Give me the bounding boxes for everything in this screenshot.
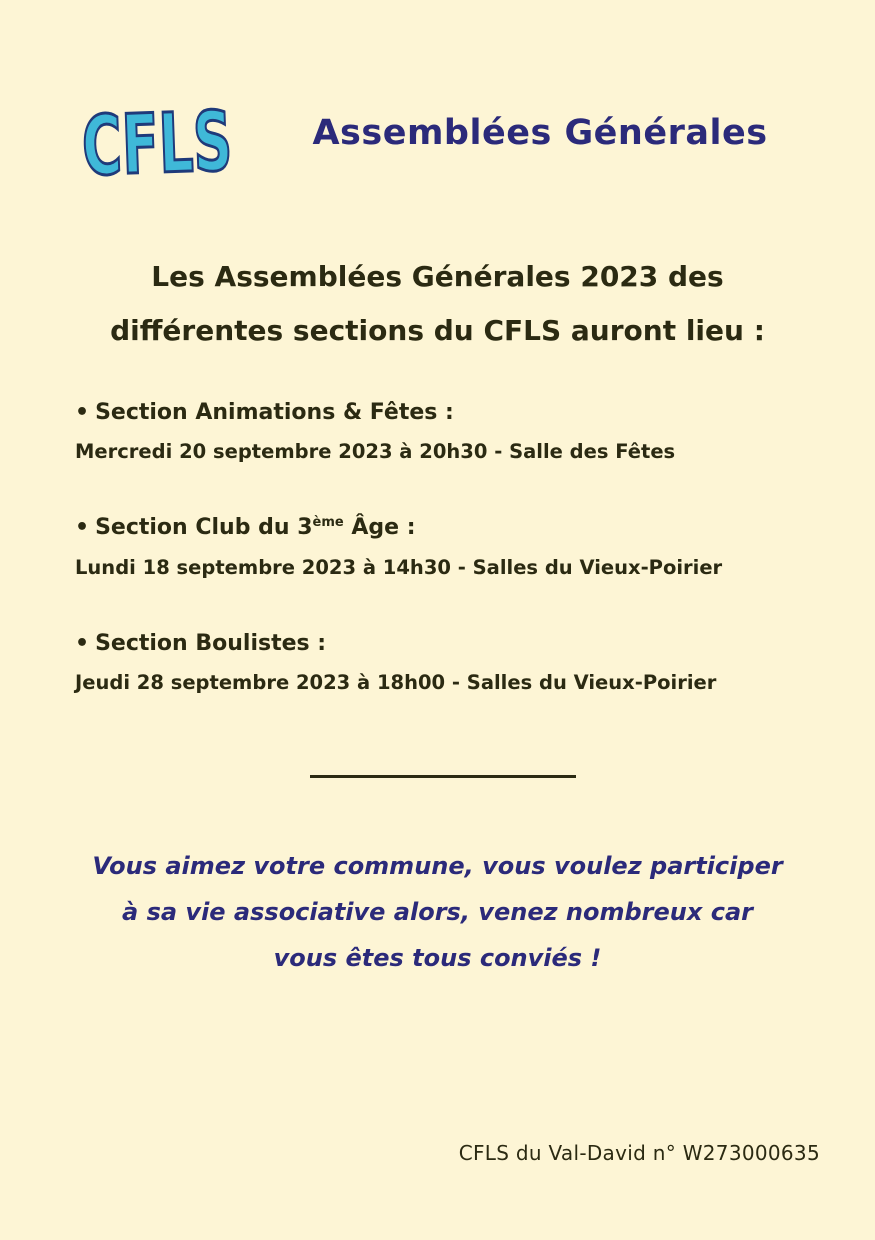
bullet: • xyxy=(75,400,90,425)
divider-line xyxy=(310,775,576,778)
cfls-logo-text: CFLS xyxy=(80,91,312,195)
section-name-suffix: Âge : xyxy=(343,515,416,540)
intro-line-2: différentes sections du CFLS auront lieu : xyxy=(110,314,765,347)
section-name-prefix: Section Club du 3 xyxy=(95,515,313,540)
page-title: Assemblées Générales xyxy=(312,113,768,153)
section-boulistes-detail: Jeudi 28 septembre 2023 à 18h00 - Salles du Vieux-Poirier xyxy=(75,671,717,694)
footer-registration: CFLS du Val-David n° W273000635 xyxy=(458,1141,820,1165)
section-club-heading xyxy=(75,515,416,540)
intro-line-1: Les Assemblées Générales 2023 des xyxy=(151,260,724,293)
closing-line-2: à sa vie associative alors, venez nombreux car xyxy=(122,898,753,926)
bullet: • xyxy=(75,515,90,540)
closing-line-1: Vous aimez votre commune, vous voulez participer xyxy=(92,852,783,880)
section-club-detail: Lundi 18 septembre 2023 à 14h30 - Salles du Vieux-Poirier xyxy=(75,556,723,579)
section-name: Section Animations & Fêtes : xyxy=(95,400,454,425)
closing-line-3: vous êtes tous conviés ! xyxy=(273,944,602,972)
intro-text xyxy=(40,250,835,358)
closing-message xyxy=(40,843,835,981)
bullet: • xyxy=(75,631,90,656)
section-animations-detail: Mercredi 20 septembre 2023 à 20h30 - Salle des Fêtes xyxy=(75,440,676,463)
section-name: Section Boulistes : xyxy=(95,631,327,656)
section-animations-heading xyxy=(75,400,454,425)
cfls-logo-graphic xyxy=(78,88,312,195)
section-name-superscript: ème xyxy=(312,515,344,530)
cfls-logo xyxy=(78,88,312,195)
section-boulistes-heading xyxy=(75,631,326,656)
